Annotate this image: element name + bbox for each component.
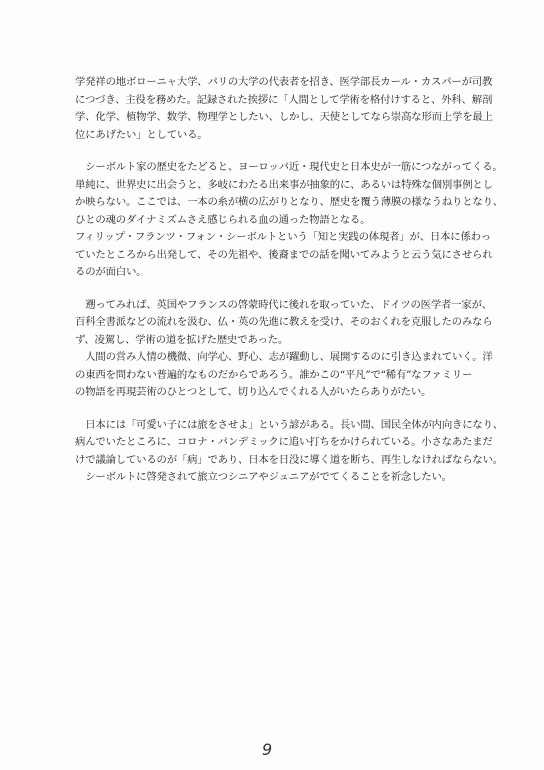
text-line: の物語を再現芸術のひとつとして、切り込んでくれる人がいたらありがたい。 xyxy=(75,386,432,398)
text-line: か映らない。ここでは、一本の糸が横の広がりとなり、歴史を覆う薄膜の様なうねりとなり、 xyxy=(75,196,504,208)
paragraph-gap xyxy=(75,144,495,159)
text-line: 人間の営み人情の機微、向学心、野心、志が躍動し、展開するのに引き込まれていく。洋 xyxy=(75,351,493,363)
text-line: 遡ってみれば、英国やフランスの啓蒙時代に後れを取っていた、ドイツの医学者一家が、 xyxy=(75,298,492,311)
text-line: シーボルト家の歴史をたどると、ヨーロッパ近・現代史と日本史が一筋につながってくる。 xyxy=(75,161,503,173)
text-line: シーボルトに啓発されて旅立つシニアやジュニアがでてくることを祈念したい。 xyxy=(75,471,452,483)
text-line: るのが面白い。 xyxy=(75,266,147,278)
text-line: ず、凌駕し、学術の道を拡げた歴史であった。 xyxy=(75,333,289,346)
text-line: の東西を問わない普遍的なものだからであろう。誰かこの“平凡”で“稀有”なファミリー xyxy=(75,368,473,381)
text-line: フィリップ・フランツ・フォン・シーボルトという「知と実践の体現者」が、日本に係わっ xyxy=(75,231,491,243)
text-line: につづき、主役を務めた。記録された挨拶に「人間として学術を格付けすると、外科、解剖 xyxy=(75,93,493,106)
paragraph-gap xyxy=(75,402,495,417)
text-line: 単純に、世界史に出会うと、多岐にわたる出来事が抽象的に、あるいは特殊な個別事例とし xyxy=(75,178,493,191)
text-line: 学、化学、植物学、数学、物理学としたい、しかし、天使としてなら崇高な形而上学を最上 xyxy=(75,111,493,123)
text-line: 日本には「可愛い子には旅をさせよ」という諺がある。長い間、国民全体が内向きになり、 xyxy=(75,418,504,431)
paragraph-3 xyxy=(75,297,495,402)
paragraph-4 xyxy=(75,417,504,487)
page-number: 9 xyxy=(262,740,273,759)
text-line: 位にあげたい」としている。 xyxy=(75,128,208,141)
text-line: ひとの魂のダイナミズムさえ感じられる血の通った物語となる。 xyxy=(75,213,371,226)
text-line: 病んでいたところに、コロナ・パンデミックに追い打ちをかけられている。小さなあたまだ xyxy=(75,436,493,448)
paragraph-1 xyxy=(75,74,495,144)
text-line: 学発祥の地ボローニャ大学、パリの大学の代表者を招き、医学部長カール・カスパーが司教 xyxy=(75,76,493,88)
paragraph-gap xyxy=(75,282,495,297)
text-line: 百科全書派などの流れを汲む、仏・英の先進に教えを受け、そのおくれを克服したのみなら xyxy=(75,316,493,328)
text-line: けで議論しているのが「病」であり、日本を日没に導く道を断ち、再生しなければならない。 xyxy=(75,453,504,466)
body-text xyxy=(75,74,504,487)
text-line: ていたところから出発して、その先祖や、後裔までの話を聞いてみようと云う気にさせられ xyxy=(75,248,493,261)
paragraph-2 xyxy=(75,159,504,282)
